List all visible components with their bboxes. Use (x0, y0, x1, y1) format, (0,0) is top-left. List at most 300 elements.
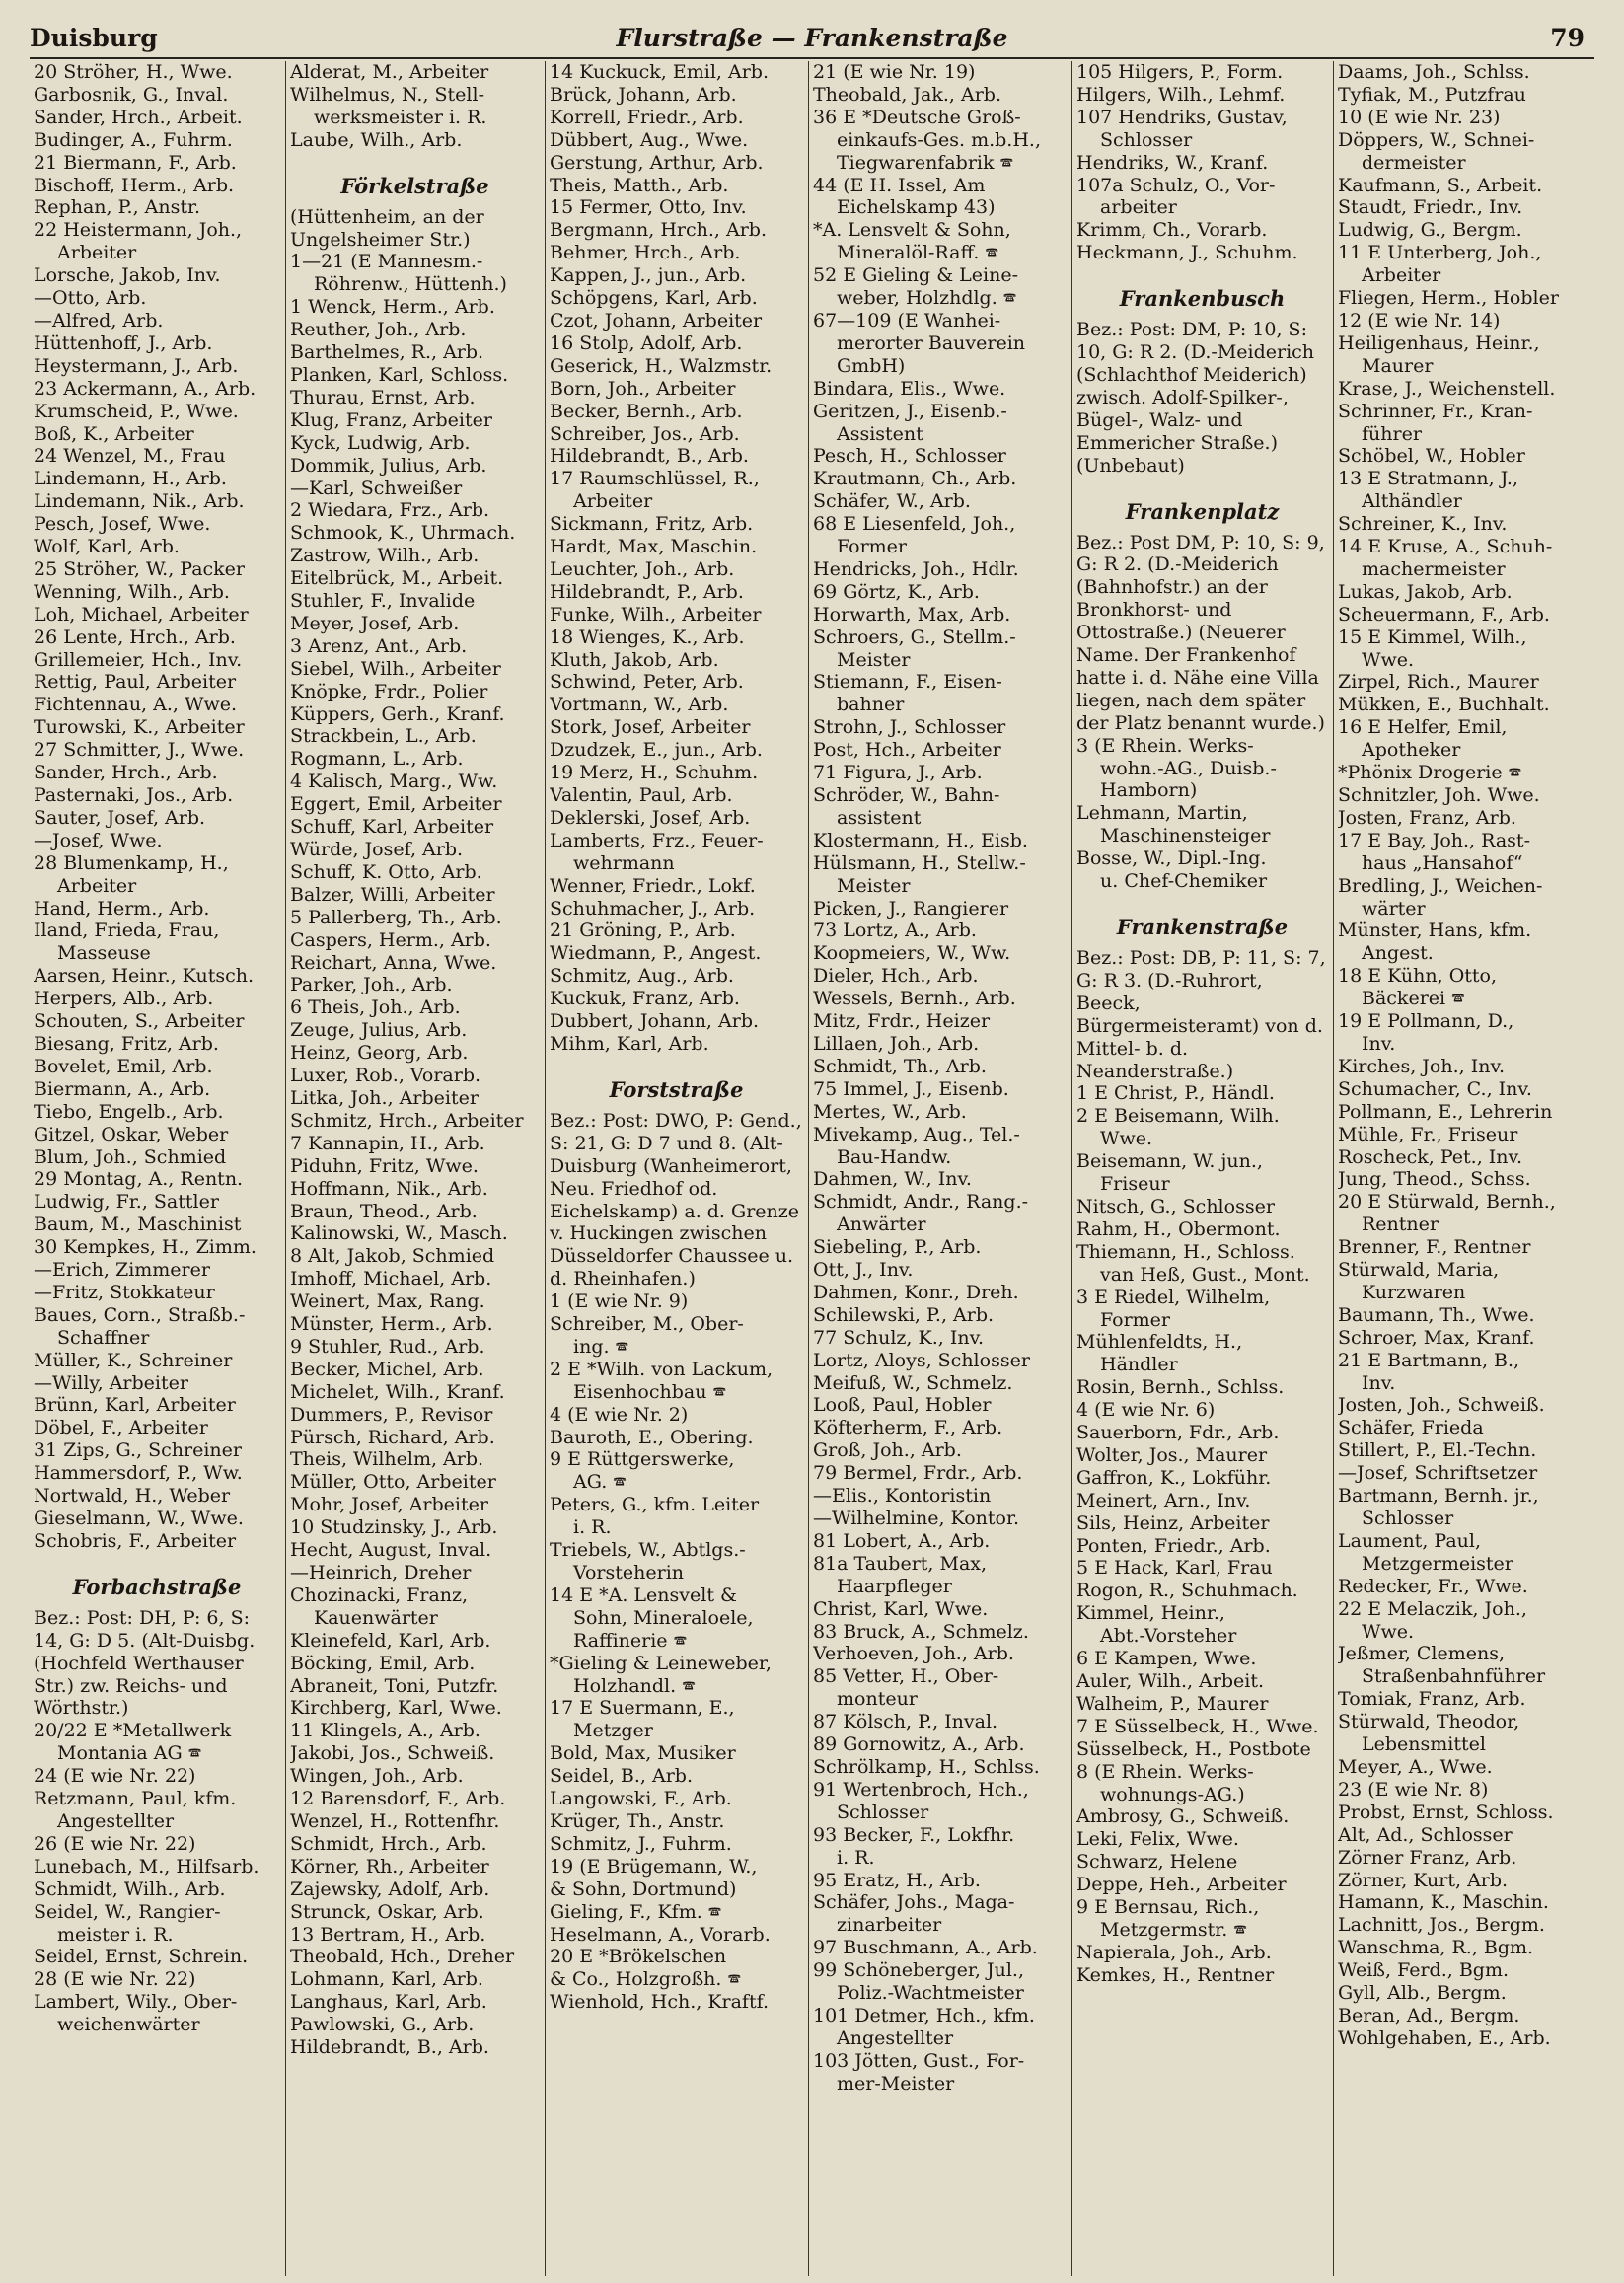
list-item: 107 Hendriks, Gustav, (1076, 106, 1288, 128)
list-item: Abraneit, Toni, Putzfr. (290, 1674, 499, 1697)
list-item: Schmidt, Wilh., Arb. (34, 1878, 226, 1900)
list-item: Turowski, K., Arbeiter (34, 716, 245, 739)
list-item: Schreiber, M., Ober- (550, 1313, 744, 1336)
list-item: Kurzwaren (1362, 1281, 1466, 1303)
list-item: Metzgermeister (1362, 1552, 1513, 1575)
list-item: Schmitz, Hrch., Arbeiter (290, 1109, 524, 1132)
list-item: Apotheker (1362, 739, 1461, 762)
column-2 (286, 61, 544, 2276)
list-item: 25 Ströher, W., Packer (34, 557, 246, 580)
list-item: 101 Detmer, Hch., kfm. (813, 2004, 1035, 2026)
list-item: Hoffmann, Nik., Arb. (290, 1177, 488, 1200)
list-item: Böcking, Emil, Arb. (290, 1652, 476, 1674)
list-item: Hildebrandt, P., Arb. (550, 580, 744, 603)
list-item: Hildebrandt, B., Arb. (290, 2036, 489, 2059)
street-description: Bez.: Post: DM, P: 10, S: 10, G: R 2. (D.-Meiderich (Schlachthof Meiderich) zwisch. Adolf-Spilker-, Bügel-, Walz- und Emmericher Straße.) (Unbebaut) (1076, 319, 1315, 477)
list-item: Schmidt, Th., Arb. (813, 1055, 987, 1077)
list-item: Heinz, Georg, Arb. (290, 1042, 469, 1065)
list-item: Theis, Wilhelm, Arb. (290, 1448, 484, 1471)
street-heading: Frankenstraße (1116, 915, 1289, 939)
list-item: Napierala, Joh., Arb. (1076, 1941, 1272, 1963)
list-item: Strackbein, L., Arb. (290, 725, 477, 748)
list-item: Döppers, W., Schnei- (1338, 128, 1535, 151)
list-item: Brück, Johann, Arb. (550, 83, 737, 106)
list-item: Zeuge, Julius, Arb. (290, 1019, 468, 1042)
list-item: Herpers, Alb., Arb. (34, 988, 214, 1010)
street-description: Bez.: Post: DH, P: 6, S: 14, G: D 5. (Alt-Duisbg. (Hochfeld Werthauser Str.) zw. Reichs- und Wörthstr.) (34, 1606, 256, 1720)
street-description: Bez.: Post DM, P: 10, S: 9, G: R 2. (D.-Meiderich (Bahnhofstr.) an der Bronkhorst- und Ottostraße.) (Neuerer Name. Der Frankenhof hatte i. d. Nähe eine Villa liegen, nach dem später der Platz benannt wurde.) (1076, 531, 1325, 734)
list-item: Becker, Michel, Arb. (290, 1358, 484, 1380)
list-item: Mühle, Fr., Friseur (1338, 1123, 1518, 1145)
list-item: Verhoeven, Joh., Arb. (813, 1643, 1014, 1665)
list-item: Mühlenfeldts, H., (1076, 1331, 1243, 1354)
list-item: Kluth, Jakob, Arb. (550, 648, 719, 671)
list-item: Wingen, Joh., Arb. (290, 1765, 464, 1788)
street-heading: Frankenbusch (1119, 286, 1286, 312)
list-item: Schlosser (1100, 128, 1193, 151)
list-item: Balzer, Willi, Arbeiter (290, 883, 495, 906)
list-item: Schroers, G., Stellm.- (813, 626, 1016, 648)
list-item: Grillemeier, Hch., Inv. (34, 648, 243, 671)
list-item: i. R. (573, 1516, 612, 1539)
list-item: Dahmen, Konr., Dreh. (813, 1281, 1019, 1303)
list-item: Schäfer, Johs., Maga- (813, 1891, 1015, 1914)
list-item: 16 Stolp, Adolf, Arb. (550, 331, 743, 354)
list-item: assistent (837, 806, 922, 829)
list-item: Meister (837, 874, 911, 897)
list-item: 87 Kölsch, P., Inval. (813, 1711, 998, 1733)
list-item: Münster, Herm., Arb. (290, 1313, 493, 1336)
list-item: Gerstung, Arthur, Arb. (550, 151, 764, 174)
list-item: Schwarz, Helene (1076, 1851, 1238, 1874)
list-item: 10 (E wie Nr. 23) (1338, 106, 1501, 128)
list-item: Lohmann, Karl, Arb. (290, 1968, 483, 1991)
list-item: Klug, Franz, Arbeiter (290, 408, 492, 431)
list-item: Ambrosy, G., Schweiß. (1076, 1805, 1290, 1828)
list-item: Barthelmes, R., Arb. (290, 341, 484, 364)
list-item: 26 (E wie Nr. 22) (34, 1832, 196, 1855)
list-item: Hendricks, Joh., Hdlr. (813, 557, 1019, 580)
list-item: Wienhold, Hch., Kraftf. (550, 1991, 769, 2014)
list-item: Fliegen, Herm., Hobler (1338, 287, 1559, 310)
list-item: Röhrenw., Hüttenh.) (314, 273, 507, 296)
list-item: Wenzel, H., Rottenfhr. (290, 1809, 500, 1832)
list-item: Hamann, K., Maschin. (1338, 1891, 1549, 1914)
street-heading: Forststraße (609, 1076, 744, 1102)
list-item: 16 E Helfer, Emil, (1338, 716, 1508, 739)
list-item: Holzhandl. 🕿 (573, 1674, 696, 1697)
list-item: Groß, Joh., Arb. (813, 1439, 962, 1462)
list-item: Gitzel, Oskar, Weber (34, 1123, 229, 1145)
list-item: Schobris, F., Arbeiter (34, 1529, 237, 1552)
list-item: Schuhmacher, J., Arb. (550, 897, 756, 920)
list-item: Pawlowski, G., Arb. (290, 2014, 475, 2036)
list-item: 15 E Kimmel, Wilh., (1338, 626, 1527, 648)
list-item: führer (1362, 422, 1422, 445)
list-item: Tyfiak, M., Putzfrau (1338, 83, 1526, 106)
list-item: 1—21 (E Mannesm.- (290, 251, 483, 273)
list-item: Litka, Joh., Arbeiter (290, 1086, 479, 1109)
list-item: Wohlgehaben, E., Arb. (1338, 2026, 1551, 2049)
list-item: Brenner, F., Rentner (1338, 1236, 1531, 1259)
list-item: Redecker, Fr., Wwe. (1338, 1575, 1528, 1597)
list-item: Schroer, Max, Kranf. (1338, 1326, 1535, 1349)
list-item: Sickmann, Fritz, Arb. (550, 513, 754, 536)
list-item: Dzudzek, E., jun., Arb. (550, 739, 763, 762)
list-item: Kappen, J., jun., Arb. (550, 264, 747, 287)
list-item: Beran, Ad., Bergm. (1338, 2004, 1520, 2026)
list-item: Wanschma, R., Bgm. (1338, 1937, 1534, 1959)
list-item: Ludwig, Fr., Sattler (34, 1191, 219, 1214)
list-item: Budinger, A., Fuhrm. (34, 128, 233, 151)
list-item: Mitz, Frdr., Heizer (813, 1010, 991, 1033)
list-item: Bredling, J., Weichen- (1338, 874, 1543, 897)
list-item: Seidel, Ernst, Schrein. (34, 1946, 249, 1968)
list-item: Lorsche, Jakob, Inv. (34, 264, 221, 287)
list-item: Hilgers, Wilh., Lehmf. (1076, 83, 1286, 106)
list-item: Langhaus, Karl, Arb. (290, 1991, 487, 2014)
list-item: Schmidt, Hrch., Arb. (290, 1832, 487, 1855)
list-item: Hüttenhoff, J., Arb. (34, 331, 213, 354)
list-item: Mivekamp, Aug., Tel.- (813, 1123, 1020, 1145)
list-item: Zörner, Kurt, Arb. (1338, 1869, 1509, 1891)
list-item: 5 E Hack, Karl, Frau (1076, 1557, 1273, 1580)
list-item: Schuff, Karl, Arbeiter (290, 816, 494, 839)
list-item: Wwe. (1362, 648, 1415, 671)
list-item: 105 Hilgers, P., Form. (1076, 61, 1284, 83)
list-item: 17 E Bay, Joh., Rast- (1338, 829, 1530, 851)
list-item: Zirpel, Rich., Maurer (1338, 671, 1539, 694)
list-item: Schouten, S., Arbeiter (34, 1010, 245, 1033)
list-item: Heckmann, J., Schuhm. (1076, 242, 1298, 264)
list-item: Ponten, Friedr., Arb. (1076, 1534, 1271, 1557)
list-item: 20 Ströher, H., Wwe. (34, 61, 233, 83)
page-number: 79 (1550, 24, 1585, 52)
column-1 (30, 61, 284, 2276)
list-item: 13 E Stratmann, J., (1338, 468, 1518, 490)
list-item: 85 Vetter, H., Ober- (813, 1665, 999, 1688)
list-item: Jeßmer, Clemens, (1338, 1643, 1506, 1665)
list-item: 107a Schulz, O., Vor- (1076, 174, 1276, 196)
list-item: Chozinacki, Franz, (290, 1583, 469, 1606)
list-item: Behmer, Hrch., Arb. (550, 242, 741, 264)
list-item: Looß, Paul, Hobler (813, 1394, 992, 1417)
column-3 (546, 61, 807, 2276)
list-item: Schröder, W., Bahn- (813, 784, 1000, 806)
list-item: Müller, Otto, Arbeiter (290, 1471, 496, 1494)
list-item: Seidel, B., Arb. (550, 1765, 693, 1788)
list-item: 21 Biermann, F., Arb. (34, 151, 237, 174)
list-item: monteur (837, 1688, 918, 1711)
list-item: 20/22 E *Metallwerk (34, 1720, 232, 1742)
list-item: Bartmann, Bernh. jr., (1338, 1485, 1539, 1508)
column-4 (809, 61, 1070, 2276)
list-item: Koopmeiers, W., Ww. (813, 942, 1011, 965)
list-item: 67—109 (E Wanhei- (813, 309, 1001, 331)
list-item: Piduhn, Fritz, Wwe. (290, 1154, 479, 1177)
list-item: Mohr, Josef, Arbeiter (290, 1494, 488, 1516)
list-item: Ott, J., Inv. (813, 1259, 914, 1282)
list-item: Leuchter, Joh., Arb. (550, 557, 735, 580)
list-item: Strunck, Oskar, Arb. (290, 1900, 484, 1923)
list-item: 23 (E wie Nr. 8) (1338, 1778, 1489, 1801)
street-description: Bez.: Post: DB, P: 11, S: 7, G: R 3. (D.-Ruhrort, Beeck, Bürgermeisteramt) von d. Mittel- b. d. Neanderstraße.) (1076, 947, 1326, 1082)
list-item: arbeiter (1100, 196, 1177, 219)
list-item: Meifuß, W., Schmelz. (813, 1371, 1013, 1394)
list-item: Gyll, Alb., Bergm. (1338, 1982, 1507, 2005)
list-item: Kauenwärter (314, 1606, 438, 1629)
list-item: 52 E Gieling & Leine- (813, 264, 1019, 287)
list-item: —Wilhelmine, Kontor. (813, 1508, 1020, 1529)
list-item: Becker, Bernh., Arb. (550, 400, 743, 422)
list-item: 24 (E wie Nr. 22) (34, 1765, 196, 1788)
list-item: Rahm, H., Obermont. (1076, 1217, 1281, 1240)
list-item: Hildebrandt, B., Arb. (550, 445, 749, 468)
list-item: 14 E *A. Lensvelt & (550, 1583, 737, 1606)
list-item: 2 E *Wilh. von Lackum, (550, 1358, 774, 1380)
list-item: 4 (E wie Nr. 2) (550, 1403, 689, 1426)
list-item: Lindemann, H., Arb. (34, 468, 227, 490)
list-item: 44 (E H. Issel, Am (813, 174, 986, 196)
list-item: Stillert, P., El.-Techn. (1338, 1439, 1537, 1462)
list-item: Sauerborn, Fdr., Arb. (1076, 1422, 1280, 1444)
list-item: 91 Wertenbroch, Hch., (813, 1778, 1029, 1801)
list-item: Meister (837, 648, 911, 671)
list-item: Stiemann, F., Eisen- (813, 671, 1002, 694)
list-item: 29 Montag, A., Rentn. (34, 1168, 244, 1191)
list-item: Meyer, A., Wwe. (1338, 1755, 1493, 1778)
list-item: Reuther, Joh., Arb. (290, 319, 467, 341)
list-item: Auler, Wilh., Arbeit. (1076, 1670, 1265, 1692)
list-item: 19 (E Brügemann, W., (550, 1855, 758, 1878)
list-item: Vortmann, W., Arb. (550, 694, 729, 716)
list-item: Schreiner, K., Inv. (1338, 513, 1508, 536)
list-item: 21 Gröning, P., Arb. (550, 920, 736, 942)
list-item: Nitsch, G., Schlosser (1076, 1195, 1275, 1217)
street-heading: Frankenplatz (1125, 498, 1280, 524)
list-item: wohn.-AG., Duisb.- (1100, 757, 1277, 779)
list-item: Hamborn) (1100, 779, 1198, 802)
list-item: *Phönix Drogerie 🕿 (1338, 762, 1522, 784)
list-item: 28 Blumenkamp, H., (34, 851, 229, 874)
list-item: Hardt, Max, Maschin. (550, 536, 758, 558)
list-item: Beisemann, W. jun., (1076, 1150, 1263, 1173)
list-item: Meinert, Arn., Inv. (1076, 1489, 1251, 1511)
list-item: Zajewsky, Adolf, Arb. (290, 1878, 490, 1900)
list-item: Wolf, Karl, Arb. (34, 536, 180, 558)
list-item: Bäckerei 🕿 (1362, 988, 1465, 1010)
list-item: wehrmann (573, 851, 675, 874)
list-item: Post, Hch., Arbeiter (813, 739, 1001, 762)
list-item: 9 Stuhler, Rud., Arb. (290, 1335, 485, 1358)
list-item: Tiebo, Engelb., Arb. (34, 1100, 224, 1123)
list-item: 1 E Christ, P., Händl. (1076, 1082, 1275, 1105)
list-item: Friseur (1100, 1173, 1170, 1196)
list-item: machermeister (1362, 557, 1506, 580)
list-item: Rettig, Paul, Arbeiter (34, 671, 237, 694)
list-item: Abt.-Vorsteher (1100, 1625, 1237, 1648)
list-item: Inv. (1362, 1032, 1396, 1055)
list-item: GmbH) (837, 354, 906, 377)
list-item: Rentner (1362, 1214, 1439, 1236)
list-item: *A. Lensvelt & Sohn, (813, 219, 1011, 242)
list-item: Daams, Joh., Schlss. (1338, 61, 1530, 83)
list-item: Hülsmann, H., Stellw.- (813, 851, 1026, 874)
list-item: Biermann, A., Arb. (34, 1077, 211, 1100)
list-item: Schumacher, C., Inv. (1338, 1077, 1532, 1100)
list-item: Strohn, J., Schlosser (813, 716, 1006, 739)
list-item: Luxer, Rob., Vorarb. (290, 1065, 481, 1087)
list-item: Seidel, W., Rangier- (34, 1900, 221, 1923)
list-item: Arbeiter (57, 874, 137, 897)
list-item: Rogon, R., Schuhmach. (1076, 1580, 1298, 1602)
list-item: Sauter, Josef, Arb. (34, 806, 206, 829)
list-item: *Gieling & Leineweber, (550, 1652, 772, 1674)
list-item: Angestellter (837, 2026, 954, 2049)
list-item: —Fritz, Stokkateur (34, 1281, 215, 1303)
list-item: —Willy, Arbeiter (34, 1371, 188, 1394)
list-item: Pollmann, E., Lehrerin (1338, 1100, 1553, 1123)
list-item: dermeister (1362, 151, 1466, 174)
list-item: Laument, Paul, (1338, 1529, 1482, 1552)
list-item: Brünn, Karl, Arbeiter (34, 1394, 236, 1417)
list-item: Lachnitt, Jos., Bergm. (1338, 1914, 1545, 1937)
list-item: —Alfred, Arb. (34, 309, 164, 331)
list-item: Fichtennau, A., Wwe. (34, 694, 238, 716)
list-item: 69 Görtz, K., Arb. (813, 580, 980, 603)
list-item: 12 (E wie Nr. 14) (1338, 309, 1501, 331)
list-item: 18 E Kühn, Otto, (1338, 965, 1498, 988)
list-item: 11 Klingels, A., Arb. (290, 1720, 480, 1742)
list-item: Köfterherm, F., Arb. (813, 1417, 1003, 1439)
list-item: Alt, Ad., Schlosser (1338, 1823, 1513, 1846)
list-item: Probst, Ernst, Schloss. (1338, 1801, 1554, 1823)
list-item: Metzger (573, 1720, 653, 1742)
list-item: 6 E Kampen, Wwe. (1076, 1648, 1257, 1670)
list-item: Bindara, Elis., Wwe. (813, 377, 1006, 400)
list-item: Aarsen, Heinr., Kutsch. (34, 965, 254, 988)
list-item: 1 Wenck, Herm., Arb. (290, 296, 495, 319)
list-item: Wenner, Friedr., Lokf. (550, 874, 756, 897)
list-item: zinarbeiter (837, 1914, 942, 1937)
list-item: Mihm, Karl, Arb. (550, 1032, 709, 1055)
list-item: Roscheck, Pet., Inv. (1338, 1145, 1523, 1168)
list-item: 2 Wiedara, Frz., Arb. (290, 499, 490, 522)
list-item: Ludwig, G., Bergm. (1338, 219, 1522, 242)
list-item: Schreiber, Jos., Arb. (550, 422, 740, 445)
list-item: Imhoff, Michael, Arb. (290, 1268, 492, 1290)
list-item: Sohn, Mineraloele, (573, 1606, 754, 1629)
list-item: Pasternaki, Jos., Arb. (34, 784, 234, 806)
list-item: Knöpke, Frdr., Polier (290, 680, 488, 702)
list-item: Inv. (1362, 1371, 1396, 1394)
list-item: Hammersdorf, P., Ww. (34, 1462, 243, 1485)
list-item: mer-Meister (837, 2072, 955, 2095)
list-item: 19 E Pollmann, D., (1338, 1010, 1514, 1033)
list-item: Sander, Hrch., Arb. (34, 762, 218, 784)
list-item: u. Chef-Chemiker (1100, 870, 1268, 893)
list-item: Lukas, Jakob, Arb. (1338, 580, 1513, 603)
list-item: Retzmann, Paul, kfm. (34, 1788, 237, 1810)
list-item: Siebel, Wilh., Arbeiter (290, 657, 501, 680)
list-item: 17 Raumschlüssel, R., (550, 468, 760, 490)
list-item: 7 E Süsselbeck, H., Wwe. (1076, 1715, 1319, 1737)
header-street-range: Flurstraße — Frankenstraße (616, 24, 1008, 52)
list-item: 77 Schulz, K., Inv. (813, 1326, 985, 1349)
list-item: Theobald, Jak., Arb. (813, 83, 1001, 106)
header-city: Duisburg (30, 24, 158, 52)
column-5 (1072, 61, 1332, 2276)
list-item: Wwe. (1362, 1620, 1415, 1643)
street-description: Bez.: Post: DWO, P: Gend., S: 21, G: D 7 und 8. (Alt-Duisburg (Wanheimerort, Neu. Friedhof od. Eichelskamp) a. d. Grenze v. Huckingen zwischen Düsseldorfer Chaussee u. d. Rheinhafen.) (550, 1109, 802, 1290)
list-item: Kirchberg, Karl, Wwe. (290, 1697, 502, 1720)
list-item: Heiligenhaus, Heinr., (1338, 331, 1540, 354)
list-item: Schaffner (57, 1326, 150, 1349)
list-item: 36 E *Deutsche Groß- (813, 106, 1021, 128)
list-item: 14 Kuckuck, Emil, Arb. (550, 61, 769, 83)
list-item: Rosin, Bernh., Schlss. (1076, 1376, 1285, 1399)
list-item: 18 Wienges, K., Arb. (550, 626, 745, 648)
list-item: i. R. (837, 1846, 875, 1869)
list-item: Born, Joh., Arbeiter (550, 377, 736, 400)
list-item: Dommik, Julius, Arb. (290, 454, 487, 477)
list-item: Planken, Karl, Schloss. (290, 363, 509, 386)
list-item: Wessels, Bernh., Arb. (813, 988, 1016, 1010)
list-item: 24 Wenzel, M., Frau (34, 445, 226, 468)
list-item: Biesang, Fritz, Arb. (34, 1032, 219, 1055)
list-item: 103 Jötten, Gust., For- (813, 2049, 1025, 2072)
list-item: Würde, Josef, Arb. (290, 839, 464, 860)
list-item: Lambert, Wily., Ober- (34, 1991, 238, 2014)
list-item: Arbeiter (57, 242, 137, 264)
list-item: Gaffron, K., Lokführ. (1076, 1466, 1272, 1489)
list-item: Händler (1100, 1354, 1178, 1376)
list-item: 2 E Beisemann, Wilh. (1076, 1105, 1280, 1128)
list-item: Schäfer, W., Arb. (813, 490, 971, 513)
list-item: Haarpfleger (837, 1575, 952, 1597)
list-item: 30 Kempkes, H., Zimm. (34, 1236, 257, 1259)
list-item: Gieselmann, W., Wwe. (34, 1508, 244, 1529)
list-item: Horwarth, Max, Arb. (813, 603, 1011, 626)
list-item: 3 E Riedel, Wilhelm, (1076, 1286, 1271, 1308)
list-item: Walheim, P., Maurer (1076, 1692, 1269, 1715)
list-item: Stürwald, Maria, (1338, 1259, 1500, 1282)
list-item: einkaufs-Ges. m.b.H., (837, 128, 1041, 151)
list-item: 10 Studzinsky, J., Arb. (290, 1516, 498, 1539)
list-item: 9 E Rüttgerswerke, (550, 1448, 735, 1471)
list-item: Laube, Wilh., Arb. (290, 128, 463, 151)
list-item: 83 Bruck, A., Schmelz. (813, 1620, 1029, 1643)
list-item: Zörner Franz, Arb. (1338, 1846, 1517, 1869)
list-item: Staudt, Friedr., Inv. (1338, 196, 1523, 219)
list-item: Angestellter (57, 1809, 175, 1832)
list-item: Krüger, Th., Anstr. (550, 1809, 725, 1832)
list-item: 21 E Bartmann, B., (1338, 1349, 1520, 1371)
list-item: Michelet, Wilh., Kranf. (290, 1380, 505, 1403)
list-item: Wenning, Wilh., Arb. (34, 580, 230, 603)
list-item: 22 E Melaczik, Joh., (1338, 1597, 1527, 1620)
list-item: Eggert, Emil, Arbeiter (290, 793, 502, 816)
list-item: Mükken, E., Buchhalt. (1338, 694, 1550, 716)
list-item: Christ, Karl, Wwe. (813, 1597, 989, 1620)
list-item: wärter (1362, 897, 1426, 920)
list-item: Hendriks, W., Kranf. (1076, 151, 1269, 174)
page-header (30, 18, 1594, 59)
list-item: Bovelet, Emil, Arb. (34, 1055, 213, 1077)
list-item: Anwärter (837, 1214, 926, 1236)
list-item: Baumann, Th., Wwe. (1338, 1303, 1535, 1326)
list-item: Schlosser (837, 1801, 929, 1823)
